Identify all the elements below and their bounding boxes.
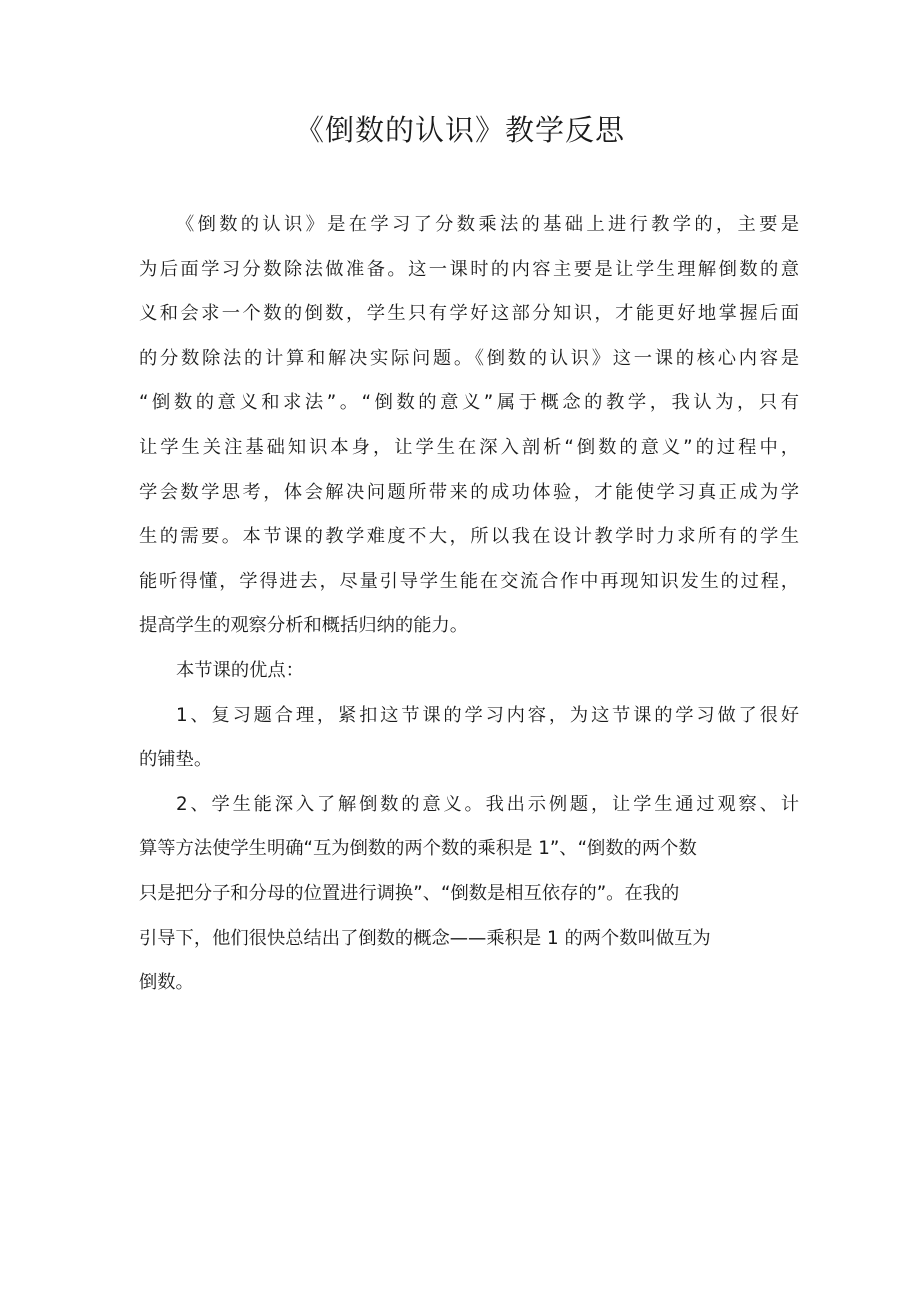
paragraph-line: 的分数除法的计算和解决实际问题。《倒数的认识》这一课的核心内容是 [139,347,799,369]
paragraph-line: 提高学生的观察分析和概括归纳的能力。 [139,615,469,637]
advantages-heading: 本节课的优点： [176,659,304,681]
paragraph-line: 的铺垫。 [139,749,213,771]
paragraph-line: 让学生关注基础知识本身，让学生在深入剖析“倒数的意义”的过程中， [139,436,799,458]
paragraph-line: 倒数。 [139,972,194,994]
paragraph-line: 为后面学习分数除法做准备。这一课时的内容主要是让学生理解倒数的意 [139,258,799,280]
advantage-point-1 [139,694,799,783]
paragraph-line: 义和会求一个数的倒数，学生只有学好这部分知识，才能更好地掌握后面 [139,303,799,325]
document-title: 《倒数的认识》教学反思 [294,113,625,147]
intro-paragraph [139,203,799,649]
paragraph-line: 引导下，他们很快总结出了倒数的概念——乘积是 1 的两个数叫做互为 [139,927,711,949]
paragraph-line: 2、学生能深入了解倒数的意义。我出示例题，让学生通过观察、计 [176,793,799,815]
paragraph-line: 能听得懂，学得进去，尽量引导学生能在交流合作中再现知识发生的过程， [139,570,799,592]
paragraph-line: 学会数学思考，体会解决问题所带来的成功体验，才能使学习真正成为学 [139,481,799,503]
paragraph-line: 只是把分子和分母的位置进行调换”、“倒数是相互依存的”。在我的 [139,882,680,904]
advantage-point-2 [139,783,799,1006]
document-body [139,203,799,1006]
paragraph-line: 1、复习题合理，紧扣这节课的学习内容，为这节课的学习做了很好 [176,704,799,726]
paragraph-line: “倒数的意义和求法”。“倒数的意义”属于概念的教学，我认为，只有 [139,392,799,414]
paragraph-line: 生的需要。本节课的教学难度不大，所以我在设计教学时力求所有的学生 [139,526,799,548]
paragraph-line: 算等方法使学生明确“互为倒数的两个数的乘积是 1”、“倒数的两个数 [139,838,697,860]
paragraph-line: 《倒数的认识》是在学习了分数乘法的基础上进行教学的，主要是 [176,214,799,235]
